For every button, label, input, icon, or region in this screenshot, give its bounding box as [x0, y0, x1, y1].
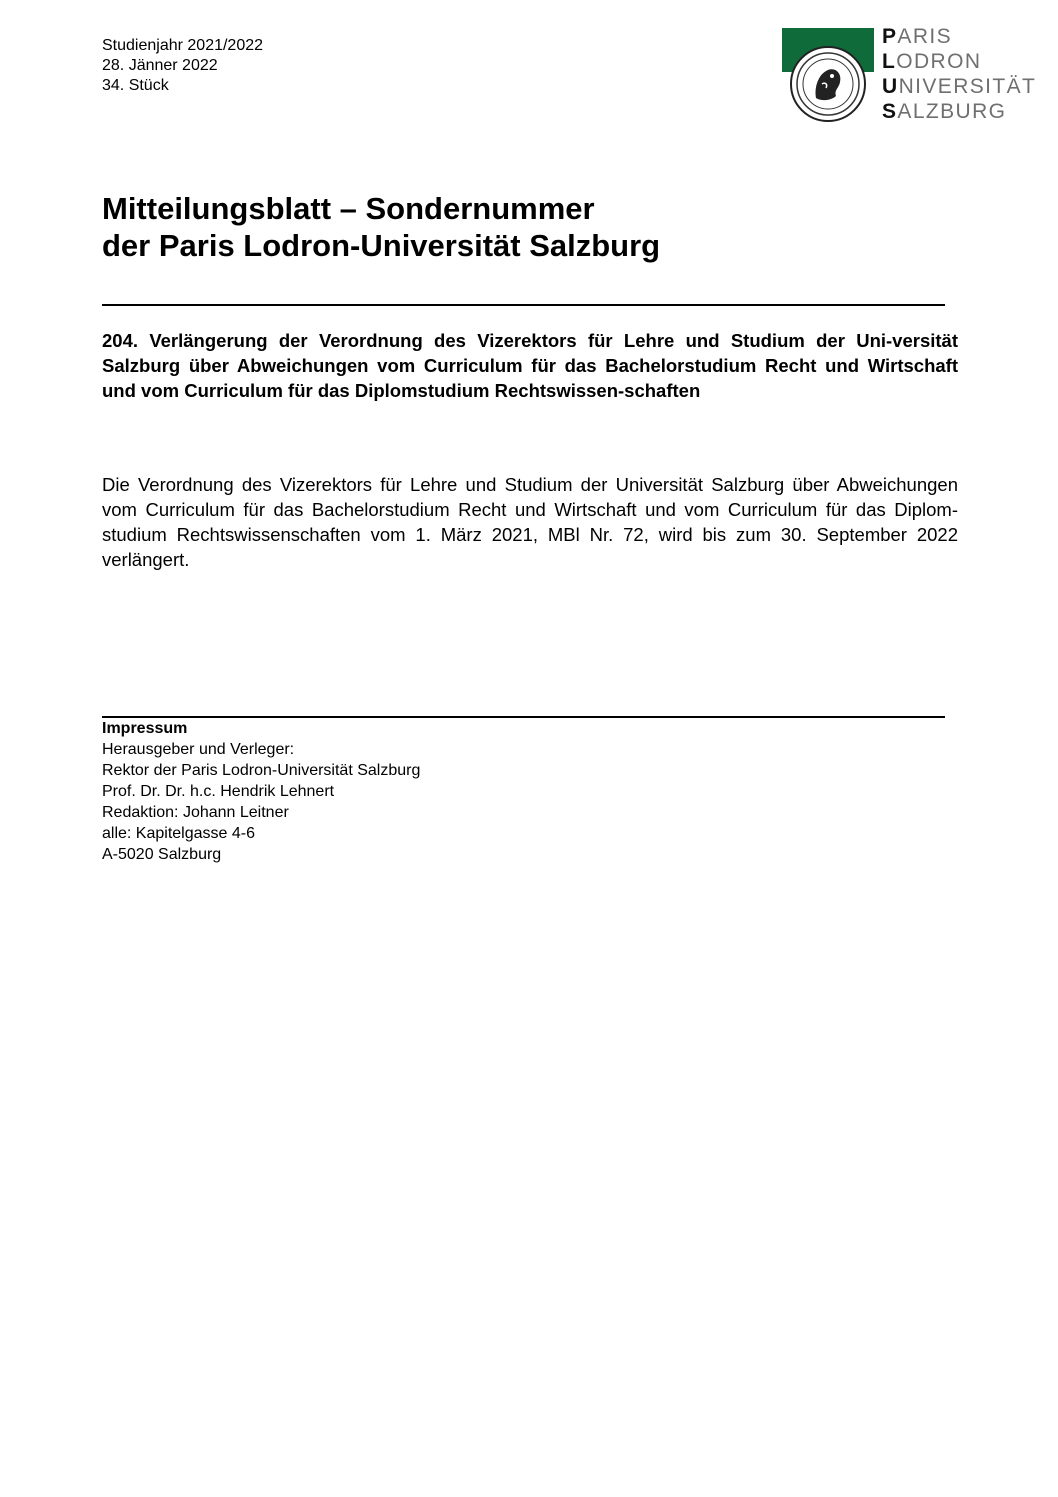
page-title-line-2: der Paris Lodron-Universität Salzburg [102, 228, 661, 263]
logo-word-universitaet: UNIVERSITÄT [882, 75, 1037, 98]
body-paragraph: Die Verordnung des Vizerektors für Lehre und Studium der Universität Salzburg über Abweichungen vom Curriculum für das Bachelorstudium Recht und Wirtschaft und vom Curriculum für das Diplom-studium Rechtswissenschaften vom 1. März 2021, MBl Nr. 72, wird bis zum 30. September 2022 verlängert. [102, 474, 958, 570]
impressum-line: Prof. Dr. Dr. h.c. Hendrik Lehnert [102, 783, 335, 800]
issue-meta [102, 36, 263, 96]
impressum [102, 718, 420, 865]
logo-word-lodron: LODRON [882, 50, 982, 73]
meta-issue-number: 34. Stück [102, 77, 169, 94]
lion-seal-icon [790, 46, 866, 122]
logo-wordmark [882, 24, 1036, 124]
logo-word-salzburg: SALZBURG [882, 100, 1007, 123]
impressum-line: A-5020 Salzburg [102, 846, 222, 863]
university-logo [782, 24, 1052, 128]
impressum-line: alle: Kapitelgasse 4-6 [102, 825, 255, 842]
impressum-title: Impressum [102, 720, 188, 737]
section-heading: 204. Verlängerung der Verordnung des Vizerektors für Lehre und Studium der Uni-versität Salzburg über Abweichungen vom Curriculum für das Bachelorstudium Recht und Wirtschaft und vom Curriculum für das Diplomstudium Rechtswissen-schaften [102, 330, 958, 401]
impressum-line: Rektor der Paris Lodron-Universität Salzburg [102, 762, 421, 779]
meta-academic-year: Studienjahr 2021/2022 [102, 37, 264, 54]
meta-date: 28. Jänner 2022 [102, 57, 218, 74]
divider-top [102, 304, 945, 306]
page-title [102, 190, 660, 264]
impressum-line: Redaktion: Johann Leitner [102, 804, 289, 821]
logo-word-paris: PARIS [882, 25, 953, 48]
page-title-line-1: Mitteilungsblatt – Sondernummer [102, 191, 595, 226]
impressum-line: Herausgeber und Verleger: [102, 741, 295, 758]
